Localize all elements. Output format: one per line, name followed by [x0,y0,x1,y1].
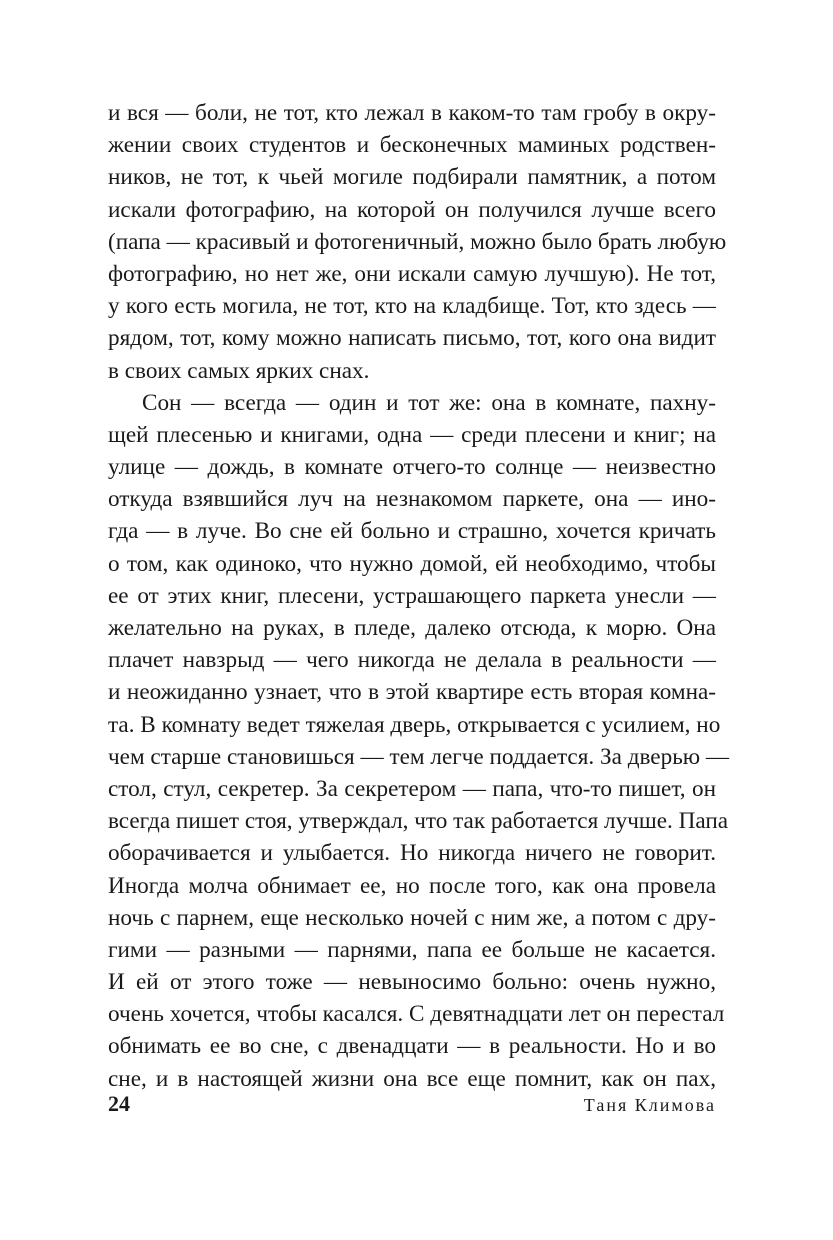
text-line: рядом, тот, кому можно написать письмо, тот, кого она видит [108,325,716,352]
text-line: та. В комнату ведет тяжелая дверь, открывается с усилием, но [108,711,721,738]
text-line: оборачивается и улыбается. Но никогда ничего не говорит. [108,840,716,867]
text-line: гими — разными — парнями, папа ее больше не касается. [108,936,716,963]
text-line: откуда взявшийся луч на незнакомом паркете, она — ино- [108,486,716,513]
text-line: гда — в луче. Во сне ей больно и страшно, хочется кричать [108,518,716,545]
text-line: сне, и в настоящей жизни она все еще помнит, как он пах, [108,1065,716,1092]
text-line: фотографию, но нет же, они искали самую лучшую). Не тот, [108,260,716,287]
paragraph-1 [108,97,727,387]
page-number: 24 [108,1091,130,1116]
text-line: Сон — всегда — один и тот же: она в комнате, пахну- [142,389,716,416]
text-line: стол, стул, секретер. За секретером — папа, что-то пишет, он [108,775,716,802]
text-line: в своих самых ярких снах. [108,357,370,384]
text-line: и вся — боли, не тот, кто лежал в каком-то там гробу в окру- [108,100,716,126]
text-line: ночь с парнем, еще несколько ночей с ним же, а потом с дру- [108,904,716,931]
paragraph-2 [108,387,730,1095]
text-line: ников, не тот, к чьей могиле подбирали памятник, а потом [108,164,716,191]
text-line: жении своих студентов и бесконечных маминых родствен- [108,132,716,159]
text-line: И ей от этого тоже — невыносимо больно: очень нужно, [108,969,716,996]
text-line: чем старше становишься — тем легче поддается. За дверью — [108,743,730,770]
text-line: и неожиданно узнает, что в этой квартире есть вторая комна- [108,679,716,706]
text-line: щей плесенью и книгами, одна — среди плесени и книг; на [108,421,716,448]
text-line: обнимать ее во сне, с двенадцати — в реальности. Но и во [108,1033,716,1060]
text-line: очень хочется, чтобы касался. С девятнадцати лет он перестал [108,1001,725,1028]
text-line: искали фотографию, на которой он получился лучше всего [108,196,716,223]
running-footer-author: Таня Климова [583,1095,716,1115]
text-line: Иногда молча обнимает ее, но после того, как она провела [108,872,716,899]
body-text [108,97,730,1095]
text-line: ее от этих книг, плесени, устрашающего паркета унесли — [108,582,716,609]
text-line: о том, как одиноко, что нужно домой, ей необходимо, чтобы [108,550,716,577]
text-line: у кого есть могила, не тот, кто на кладбище. Тот, кто здесь — [108,293,716,320]
text-line: желательно на руках, в пледе, далеко отсюда, к морю. Она [108,615,716,641]
text-line: плачет навзрыд — чего никогда не делала в реальности — [108,647,716,674]
text-line: (папа — красивый и фотогеничный, можно было брать любую [108,228,727,255]
text-line: всегда пишет стоя, утверждал, что так работается лучше. Папа [108,808,729,835]
text-line: улице — дождь, в комнате отчего-то солнце — неизвестно [108,454,716,481]
